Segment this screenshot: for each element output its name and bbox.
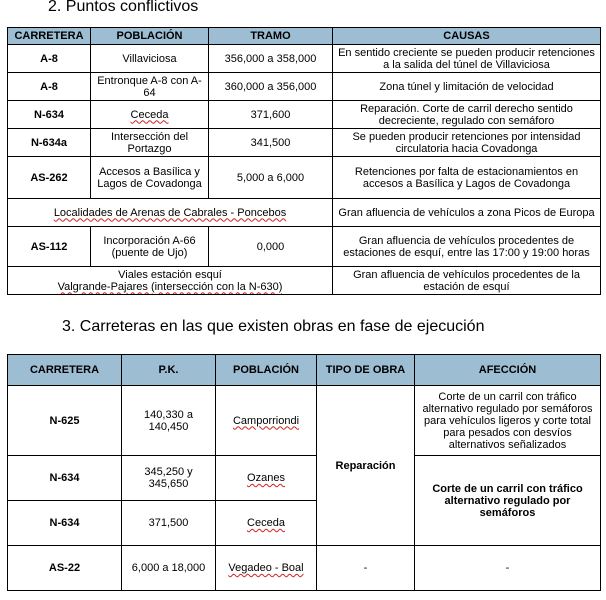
col-header-tipo-obra: TIPO DE OBRA: [317, 355, 415, 386]
section-2-heading: 2. Puntos conflictivos: [48, 0, 199, 15]
cell-causas: Gran afluencia de vehículos procedentes de la estación de esquí: [333, 267, 601, 295]
cell-tramo: 0,000: [209, 227, 333, 267]
viales-line-2: [10, 281, 330, 293]
table-row: [8, 157, 601, 199]
col-header-poblacion: POBLACIÓN: [91, 28, 209, 45]
cell-causas: Gran afluencia de vehículos procedentes de estaciones de esquí, entre las 17:00 y 19:00 horas: [333, 227, 601, 267]
conflict-points-table: [7, 27, 601, 295]
cell-carretera: A-8: [8, 73, 91, 101]
cell-carretera: AS-262: [8, 157, 91, 199]
table-row: [8, 456, 601, 501]
cell-afeccion-merged: Corte de un carril con tráfico alternativo regulado por semáforos: [415, 456, 601, 546]
col-header-poblacion: POBLACIÓN: [216, 355, 317, 386]
poblacion-text: Ceceda: [130, 108, 169, 121]
cell-poblacion: [216, 386, 317, 456]
cell-tipo-obra: -: [317, 546, 415, 591]
cell-poblacion: Accesos a Basílica y Lagos de Covadonga: [91, 157, 209, 199]
col-header-afeccion: AFECCIÓN: [415, 355, 601, 386]
cell-poblacion: Intersección del Portazgo: [91, 129, 209, 157]
poblacion-text: Camporriondi: [232, 414, 300, 427]
poblacion-text: Ceceda: [247, 517, 285, 529]
cell-causas: Zona túnel y limitación de velocidad: [333, 73, 601, 101]
table-row: [8, 45, 601, 73]
cell-pk: 345,250 y 345,650: [122, 456, 216, 501]
cell-carretera: AS-112: [8, 227, 91, 267]
col-header-carretera: CARRETERA: [8, 28, 91, 45]
cell-poblacion: Incorporación A-66 (puente de Ujo): [91, 227, 209, 267]
cell-carretera: N-634a: [8, 129, 91, 157]
table-header-row: [8, 355, 601, 386]
cell-poblacion: Villaviciosa: [91, 45, 209, 73]
cell-carretera: A-8: [8, 45, 91, 73]
cell-causas: Gran afluencia de vehículos a zona Picos de Europa: [333, 199, 601, 227]
section-3-heading: 3. Carreteras en las que existen obras en fase de ejecución: [62, 318, 485, 335]
cell-carretera: N-634: [8, 101, 91, 129]
cell-tramo: 360,000 a 356,000: [209, 73, 333, 101]
cell-carretera: N-634: [8, 501, 122, 546]
cell-tipo-obra-merged: Reparación: [317, 386, 415, 546]
poblacion-text: Ozanes: [247, 472, 285, 484]
table-row: [8, 546, 601, 591]
cell-localidades-merged: [8, 199, 333, 227]
cell-pk: 371,500: [122, 501, 216, 546]
cell-causas: Reparación. Corte de carril derecho sentido decreciente, regulado con semáforo: [333, 101, 601, 129]
cell-poblacion: [216, 456, 317, 501]
table-row: [8, 101, 601, 129]
cell-poblacion: [216, 501, 317, 546]
cell-tramo: 371,600: [209, 101, 333, 129]
works-table: [7, 354, 601, 591]
cell-carretera: N-625: [8, 386, 122, 456]
cell-poblacion: Entronque A-8 con A-64: [91, 73, 209, 101]
cell-poblacion: [216, 546, 317, 591]
col-header-causas: CAUSAS: [333, 28, 601, 45]
cell-tramo: 5,000 a 6,000: [209, 157, 333, 199]
viales-line-2-text: Valgrande-Pajares (intersección con la N-630): [57, 280, 283, 293]
table-row: [8, 386, 601, 456]
viales-line-1: Viales estación esquí: [118, 268, 222, 281]
col-header-tramo: TRAMO: [209, 28, 333, 45]
table-row: [8, 227, 601, 267]
localidades-text: Localidades de Arenas de Cabrales - Poncebos: [53, 206, 287, 219]
table-header-row: [8, 28, 601, 45]
table-row: [8, 267, 601, 295]
cell-causas: Retenciones por falta de estacionamientos en accesos a Basílica y Lagos de Covadonga: [333, 157, 601, 199]
cell-afeccion: -: [415, 546, 601, 591]
cell-carretera: N-634: [8, 456, 122, 501]
cell-pk: 6,000 a 18,000: [122, 546, 216, 591]
col-header-pk: P.K.: [122, 355, 216, 386]
col-header-carretera: CARRETERA: [8, 355, 122, 386]
cell-pk: 140,330 a 140,450: [122, 386, 216, 456]
table-row: [8, 73, 601, 101]
poblacion-text: Vegadeo - Boal: [228, 562, 304, 574]
table-row: [8, 199, 601, 227]
cell-causas: En sentido creciente se pueden producir retenciones a la salida del túnel de Villaviciosa: [333, 45, 601, 73]
table-row: [8, 129, 601, 157]
cell-afeccion: Corte de un carril con tráfico alternativo regulado por semáforos para vehículos ligeros y corte total para pesados con desvíos alternativos señalizados: [415, 386, 601, 456]
cell-poblacion: [91, 101, 209, 129]
cell-tramo: 356,000 a 358,000: [209, 45, 333, 73]
cell-carretera: AS-22: [8, 546, 122, 591]
cell-causas: Se pueden producir retenciones por intensidad circulatoria hacia Covadonga: [333, 129, 601, 157]
cell-viales-merged: [8, 267, 333, 295]
cell-tramo: 341,500: [209, 129, 333, 157]
